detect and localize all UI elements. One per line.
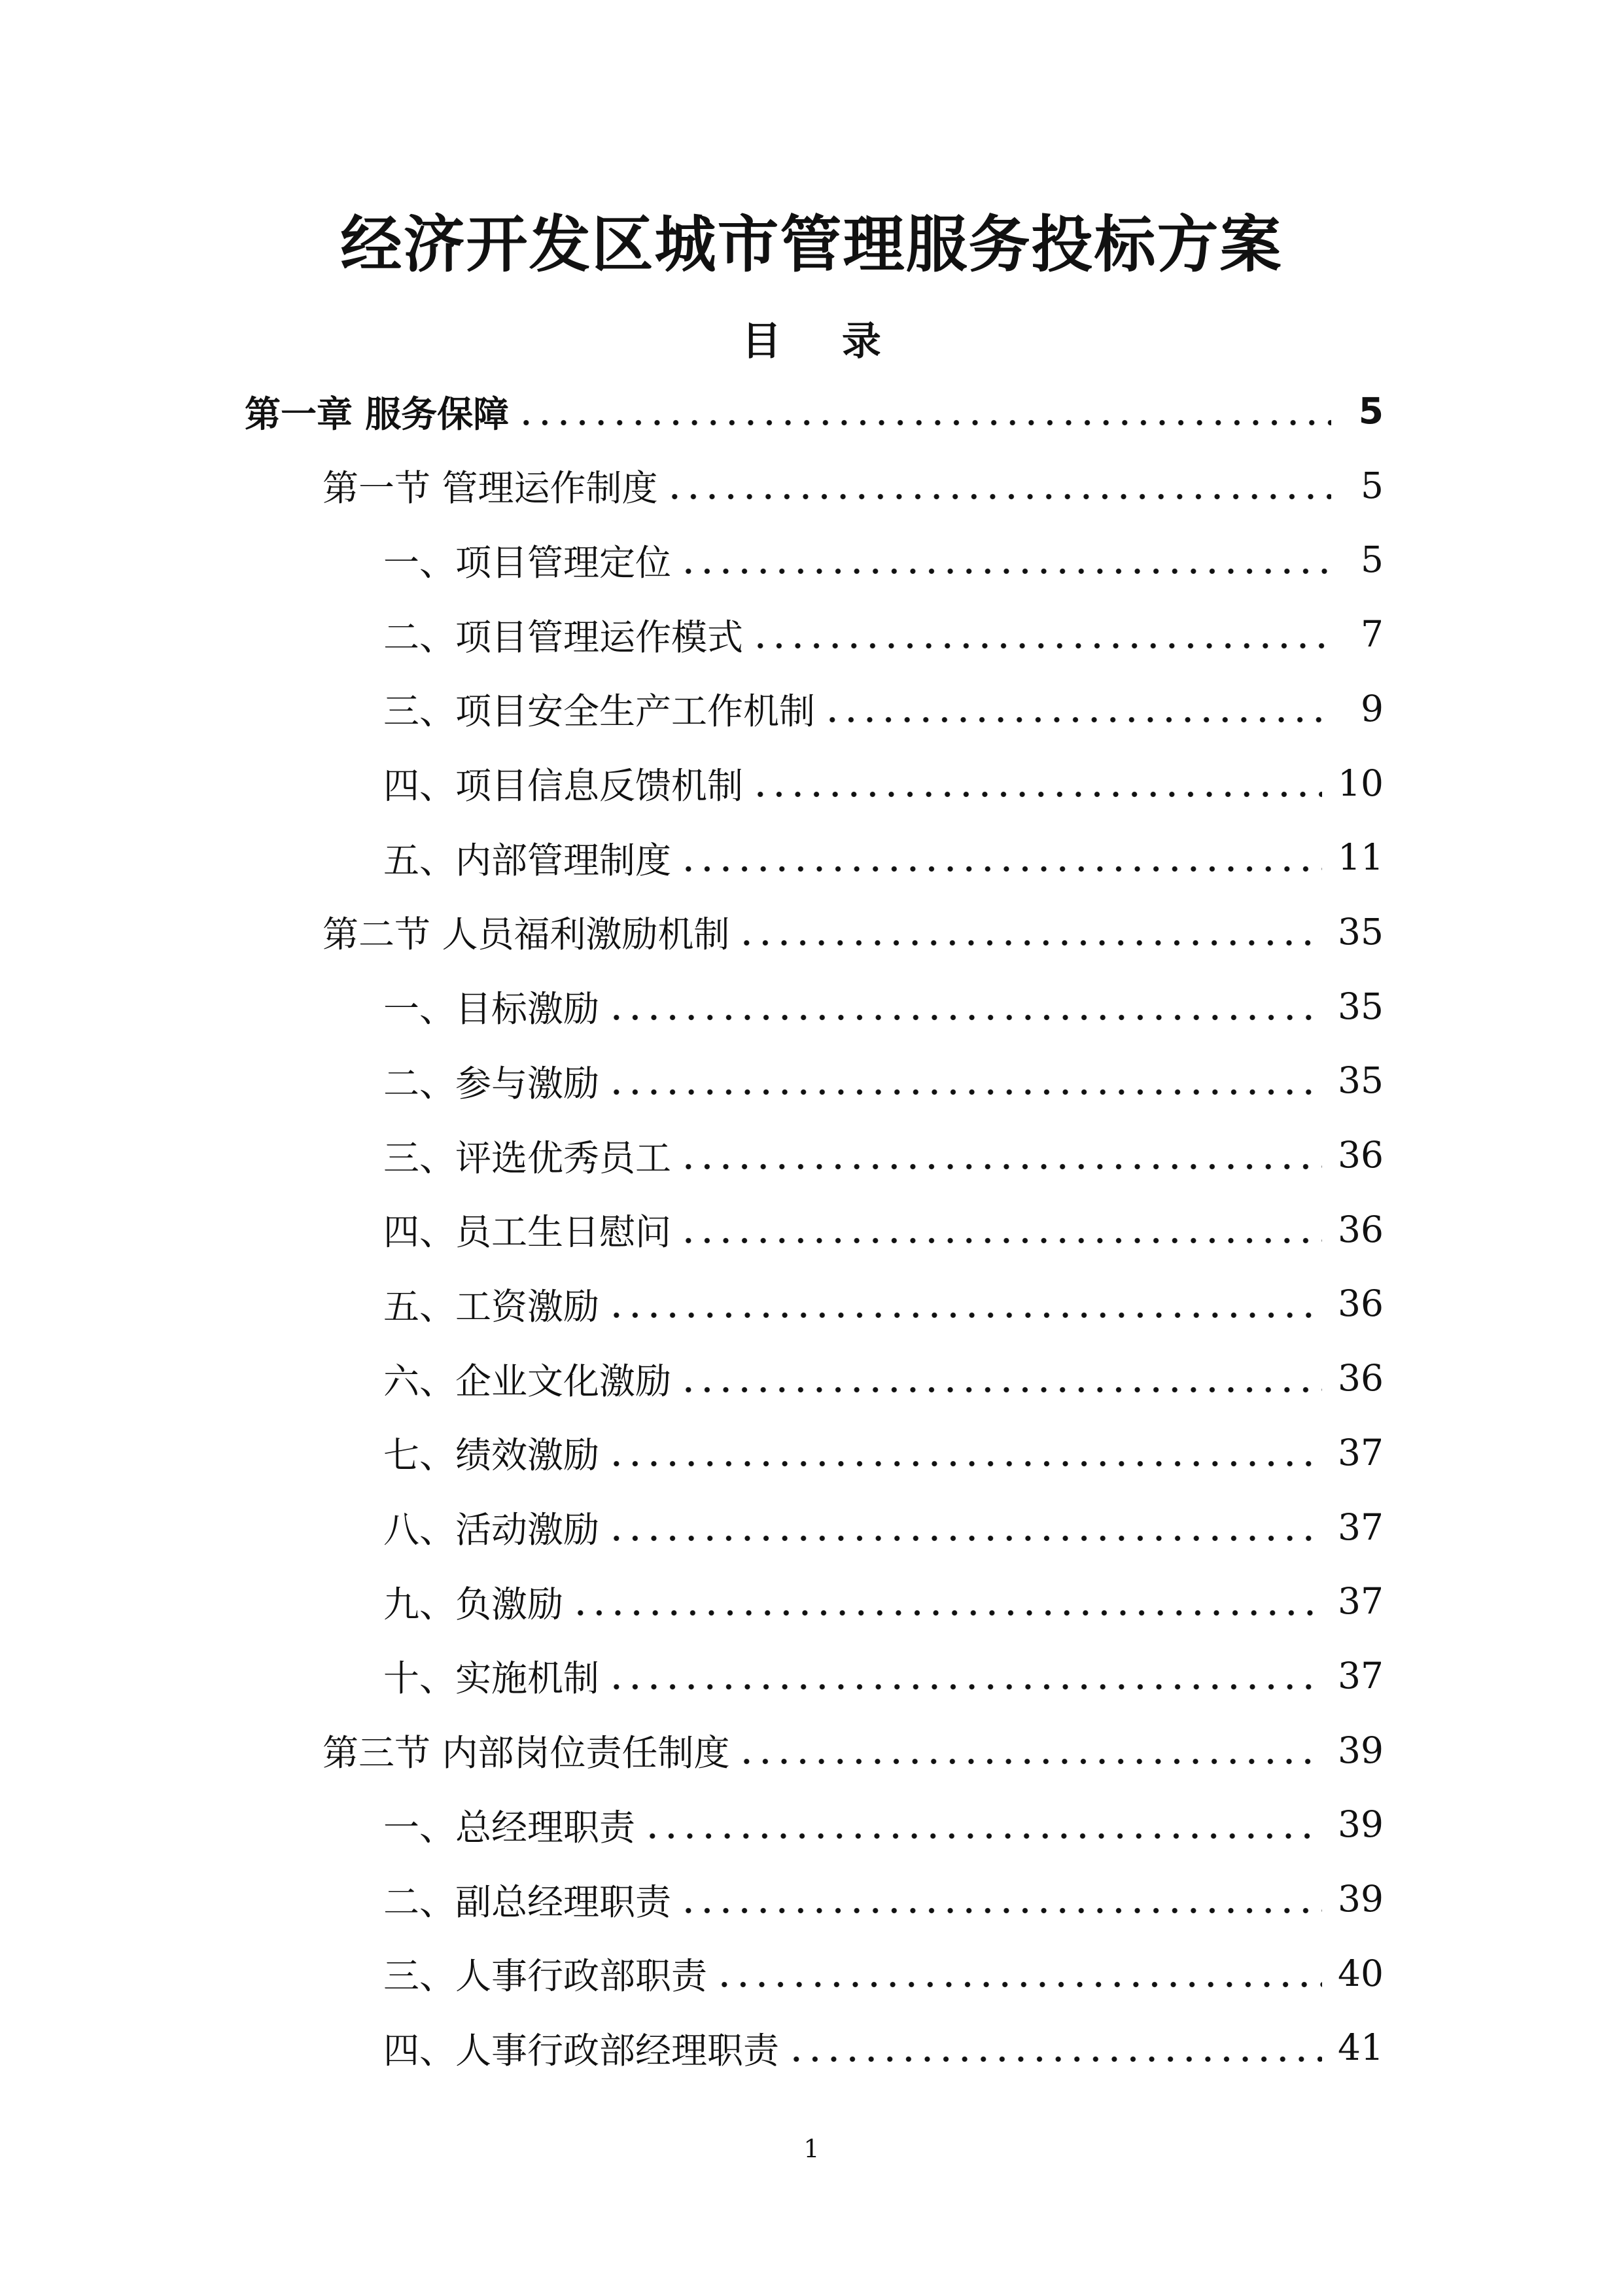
toc-entry[interactable] (383, 1122, 1384, 1188)
toc-entry-page: 39 (1338, 1878, 1384, 1920)
toc-entry-page: 36 (1338, 1134, 1384, 1176)
toc-entry-page: 41 (1338, 2026, 1384, 2069)
toc-dot-leader (737, 913, 1322, 949)
toc-dot-leader (679, 1881, 1322, 1917)
toc-entry[interactable] (383, 824, 1384, 890)
toc-dot-leader (679, 1211, 1322, 1247)
toc-entry[interactable] (383, 1568, 1384, 1634)
toc-entry-page: 36 (1338, 1282, 1384, 1325)
toc-entry-page: 37 (1338, 1654, 1384, 1697)
toc-dot-leader (737, 1732, 1322, 1768)
toc-entry-label: 第一节 管理运作制度 (323, 467, 658, 510)
toc-entry-label: 二、副总经理职责 (383, 1881, 672, 1923)
toc-entry-label: 四、员工生日慰问 (383, 1211, 672, 1254)
toc-entry-label: 十、实施机制 (383, 1657, 600, 1700)
toc-entry-label: 五、内部管理制度 (383, 839, 672, 881)
toc-entry[interactable] (383, 1941, 1384, 2006)
toc-dot-leader (571, 1583, 1322, 1619)
toc-dot-leader (607, 1657, 1322, 1693)
page-number: 1 (803, 2134, 820, 2163)
toc-dot-leader (607, 1509, 1322, 1545)
toc-entry-label: 三、评选优秀员工 (383, 1137, 672, 1179)
toc-entry-label: 二、参与激励 (383, 1062, 600, 1104)
toc-entry[interactable] (383, 1420, 1384, 1485)
toc-entry-label: 三、项目安全生产工作机制 (383, 690, 816, 733)
toc-entry[interactable] (245, 378, 1384, 444)
document-title: 经济开发区城市管理服务投标方案 (340, 209, 1283, 281)
toc-entry-label: 第二节 人员福利激励机制 (323, 913, 730, 956)
toc-dot-leader (679, 1137, 1322, 1173)
toc-dot-leader (751, 616, 1331, 652)
toc-entry-page: 39 (1338, 1803, 1384, 1846)
toc-dot-leader (715, 1955, 1322, 1991)
toc-entry-page: 11 (1338, 836, 1384, 879)
toc-entry-page: 5 (1361, 464, 1384, 506)
toc-entry-page: 37 (1338, 1580, 1384, 1623)
toc-dot-leader (517, 393, 1331, 429)
toc-entry-page: 36 (1338, 1357, 1384, 1400)
toc-entry-label: 四、项目信息反馈机制 (383, 765, 744, 807)
toc-entry-label: 一、总经理职责 (383, 1806, 636, 1848)
toc-dot-leader (607, 1063, 1322, 1099)
toc-dot-leader (679, 1360, 1322, 1396)
toc-entry-label: 七、绩效激励 (383, 1434, 600, 1477)
toc-entry[interactable] (383, 527, 1384, 592)
toc-dot-leader (665, 467, 1331, 503)
toc-dot-leader (607, 1286, 1322, 1322)
toc-entry[interactable] (383, 1643, 1384, 1708)
toc-dot-leader (679, 542, 1331, 578)
toc-entry[interactable] (383, 676, 1384, 741)
toc-dot-leader (751, 765, 1322, 801)
toc-entry-label: 一、项目管理定位 (383, 541, 672, 584)
toc-entry-page: 35 (1338, 1059, 1384, 1102)
toc-entry[interactable] (383, 1271, 1384, 1336)
toc-entry-page: 37 (1338, 1506, 1384, 1548)
toc-entry-label: 九、负激励 (383, 1583, 564, 1625)
toc-entry-label: 八、活动激励 (383, 1509, 600, 1551)
toc-entry-page: 37 (1338, 1431, 1384, 1474)
toc-entry-page: 35 (1338, 985, 1384, 1027)
toc-entry-page: 5 (1361, 539, 1384, 581)
toc-entry-page: 9 (1361, 687, 1384, 730)
toc-entry-page: 40 (1338, 1952, 1384, 1994)
toc-entry-label: 一、目标激励 (383, 988, 600, 1031)
toc-entry-label: 六、企业文化激励 (383, 1360, 672, 1402)
toc-entry-page: 10 (1338, 762, 1384, 804)
toc-dot-leader (607, 988, 1322, 1024)
toc-entry[interactable] (383, 1866, 1384, 1932)
toc-entry-page: 5 (1358, 390, 1384, 432)
toc-entry-page: 39 (1338, 1729, 1384, 1771)
toc-entry-label: 四、人事行政部经理职责 (383, 2029, 780, 2072)
toc-dot-leader (823, 690, 1331, 726)
toc-entry[interactable] (383, 1345, 1384, 1411)
toc-entry[interactable] (383, 1048, 1384, 1113)
toc-entry[interactable] (383, 751, 1384, 816)
toc-entry[interactable] (383, 974, 1384, 1039)
toc-entry-label: 五、工资激励 (383, 1285, 600, 1328)
toc-entry[interactable] (323, 453, 1384, 518)
toc-entry-label: 二、项目管理运作模式 (383, 616, 744, 658)
toc-entry[interactable] (383, 1197, 1384, 1262)
toc-entry[interactable] (383, 1494, 1384, 1560)
toc-dot-leader (607, 1434, 1322, 1470)
toc-heading: 目 录 (742, 319, 905, 364)
toc-entry-label: 第一章 服务保障 (245, 393, 510, 435)
toc-entry[interactable] (323, 1718, 1384, 1783)
toc-entry-page: 36 (1338, 1208, 1384, 1250)
toc-dot-leader (643, 1807, 1322, 1843)
toc-dot-leader (679, 839, 1322, 875)
toc-entry[interactable] (323, 899, 1384, 964)
toc-entry[interactable] (383, 1792, 1384, 1857)
toc-entry-label: 第三节 内部岗位责任制度 (323, 1732, 730, 1775)
toc-dot-leader (787, 2030, 1322, 2066)
toc-entry-label: 三、人事行政部职责 (383, 1955, 708, 1998)
toc-entry[interactable] (383, 2015, 1384, 2080)
toc-entry-page: 7 (1361, 613, 1384, 656)
toc-entry[interactable] (383, 601, 1384, 667)
toc-entry-page: 35 (1338, 910, 1384, 953)
